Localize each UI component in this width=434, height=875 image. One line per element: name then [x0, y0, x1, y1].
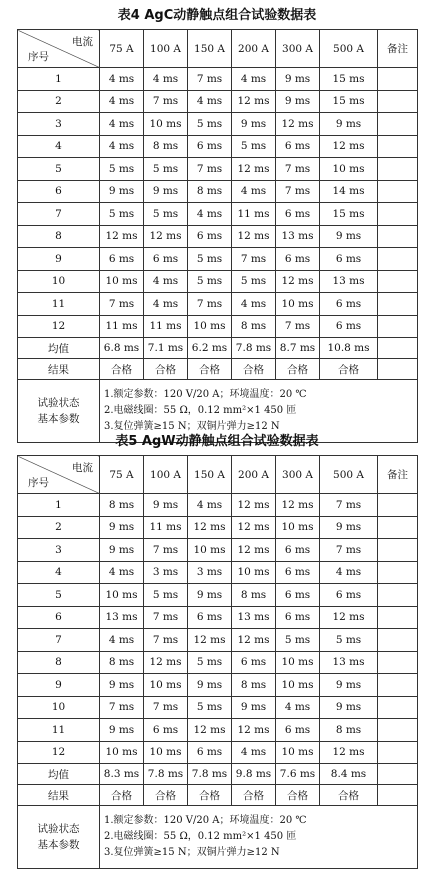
- data-cell: 9 ms: [320, 696, 378, 719]
- data-cell: 6 ms: [188, 741, 232, 764]
- data-cell: 4 ms: [100, 113, 144, 136]
- row-label: 12: [18, 315, 100, 338]
- data-cell: 10 ms: [100, 270, 144, 293]
- table-row: [18, 248, 418, 271]
- data-cell: 9 ms: [100, 539, 144, 562]
- data-cell: 12 ms: [232, 225, 276, 248]
- data-cell: 6 ms: [232, 651, 276, 674]
- data-cell: 6 ms: [276, 539, 320, 562]
- data-cell: 5 ms: [100, 203, 144, 226]
- data-cell: 5 ms: [188, 651, 232, 674]
- data-cell: 15 ms: [320, 203, 378, 226]
- data-cell: 12 ms: [320, 741, 378, 764]
- data-cell: 15 ms: [320, 68, 378, 91]
- data-cell: 6 ms: [320, 293, 378, 316]
- data-cell: 3 ms: [188, 561, 232, 584]
- row-label: 11: [18, 719, 100, 742]
- data-cell: 7.8 ms: [188, 764, 232, 785]
- test-state-label: [18, 806, 100, 869]
- corner-cell: [18, 456, 100, 494]
- data-cell: [378, 584, 418, 607]
- data-cell: 4 ms: [144, 293, 188, 316]
- data-cell: 7.1 ms: [144, 338, 188, 359]
- data-cell: 3 ms: [144, 561, 188, 584]
- data-cell: 12 ms: [232, 539, 276, 562]
- data-cell: 4 ms: [100, 90, 144, 113]
- data-cell: 5 ms: [144, 203, 188, 226]
- data-cell: 10 ms: [276, 293, 320, 316]
- column-header: 75 A: [100, 456, 144, 494]
- column-header: 500 A: [320, 456, 378, 494]
- data-cell: 9 ms: [276, 68, 320, 91]
- data-cell: 4 ms: [100, 561, 144, 584]
- data-cell: 12 ms: [232, 494, 276, 517]
- data-cell: 5 ms: [188, 248, 232, 271]
- data-cell: 7 ms: [320, 494, 378, 517]
- data-cell: 6.8 ms: [100, 338, 144, 359]
- data-cell: 9 ms: [320, 516, 378, 539]
- data-cell: 6 ms: [276, 135, 320, 158]
- data-cell: 6 ms: [144, 248, 188, 271]
- table-row: [18, 561, 418, 584]
- data-cell: [378, 651, 418, 674]
- state-label-line: 基本参数: [37, 413, 80, 425]
- parameter-line: 1.额定参数：120 V/20 A；环境温度：20 ℃: [104, 815, 307, 826]
- data-cell: 合格: [232, 785, 276, 806]
- row-label: 8: [18, 651, 100, 674]
- data-cell: 5 ms: [144, 158, 188, 181]
- table-row: [18, 629, 418, 652]
- data-cell: 4 ms: [100, 68, 144, 91]
- table4-caption: 表4 AgC动静触点组合试验数据表: [117, 8, 317, 23]
- data-cell: 5 ms: [188, 696, 232, 719]
- data-cell: 10 ms: [276, 674, 320, 697]
- data-cell: 7 ms: [320, 539, 378, 562]
- data-cell: 14 ms: [320, 180, 378, 203]
- row-label: 结果: [18, 359, 100, 380]
- data-cell: 13 ms: [232, 606, 276, 629]
- data-cell: 9 ms: [276, 90, 320, 113]
- data-cell: 5 ms: [276, 629, 320, 652]
- data-cell: [378, 248, 418, 271]
- data-cell: [378, 113, 418, 136]
- table-row: [18, 359, 418, 380]
- column-header: 200 A: [232, 30, 276, 68]
- data-cell: [378, 225, 418, 248]
- data-cell: 8 ms: [144, 135, 188, 158]
- data-cell: 10 ms: [144, 113, 188, 136]
- data-cell: 10 ms: [276, 516, 320, 539]
- data-cell: 12 ms: [320, 135, 378, 158]
- data-cell: [378, 315, 418, 338]
- column-header: 150 A: [188, 456, 232, 494]
- column-header: 100 A: [144, 456, 188, 494]
- test-parameters: [100, 806, 418, 869]
- data-cell: 10 ms: [188, 315, 232, 338]
- column-header: 300 A: [276, 30, 320, 68]
- row-label: 9: [18, 248, 100, 271]
- data-cell: 7 ms: [144, 539, 188, 562]
- row-label: 5: [18, 158, 100, 181]
- data-cell: 10 ms: [276, 741, 320, 764]
- row-label: 10: [18, 270, 100, 293]
- data-cell: 4 ms: [188, 203, 232, 226]
- column-header: 300 A: [276, 456, 320, 494]
- data-cell: 7.8 ms: [144, 764, 188, 785]
- row-label: 5: [18, 584, 100, 607]
- data-cell: 4 ms: [320, 561, 378, 584]
- data-cell: 9 ms: [100, 719, 144, 742]
- table-row: [18, 785, 418, 806]
- data-cell: 9 ms: [144, 180, 188, 203]
- data-cell: 11 ms: [100, 315, 144, 338]
- data-cell: 8 ms: [320, 719, 378, 742]
- row-label: 4: [18, 561, 100, 584]
- data-cell: 6.2 ms: [188, 338, 232, 359]
- data-cell: 9 ms: [100, 516, 144, 539]
- data-cell: 8 ms: [232, 584, 276, 607]
- data-cell: [378, 606, 418, 629]
- data-cell: 8 ms: [100, 651, 144, 674]
- data-cell: 4 ms: [144, 270, 188, 293]
- row-label: 1: [18, 494, 100, 517]
- row-label: 结果: [18, 785, 100, 806]
- data-cell: 5 ms: [188, 113, 232, 136]
- data-cell: 8 ms: [188, 180, 232, 203]
- data-cell: [378, 741, 418, 764]
- data-cell: 6 ms: [276, 561, 320, 584]
- data-cell: [378, 135, 418, 158]
- corner-label-index: 序号: [28, 51, 49, 63]
- data-cell: 12 ms: [188, 719, 232, 742]
- data-cell: 10 ms: [276, 651, 320, 674]
- data-cell: 8 ms: [232, 674, 276, 697]
- data-cell: 11 ms: [144, 516, 188, 539]
- parameter-line: 3.复位弹簧≥15 N；双铜片弹力≥12 N: [104, 421, 280, 432]
- data-cell: [378, 696, 418, 719]
- data-cell: [378, 203, 418, 226]
- row-label: 1: [18, 68, 100, 91]
- data-cell: 4 ms: [188, 494, 232, 517]
- row-label: 均值: [18, 338, 100, 359]
- data-cell: [378, 494, 418, 517]
- data-cell: 9 ms: [320, 674, 378, 697]
- data-cell: 6 ms: [276, 203, 320, 226]
- table-row: [18, 180, 418, 203]
- row-label: 7: [18, 203, 100, 226]
- data-cell: 6 ms: [144, 719, 188, 742]
- table-row: [18, 293, 418, 316]
- data-cell: 合格: [320, 785, 378, 806]
- data-cell: [378, 516, 418, 539]
- data-cell: 5 ms: [144, 584, 188, 607]
- table-row: [18, 68, 418, 91]
- data-cell: 6 ms: [276, 584, 320, 607]
- data-cell: 7 ms: [188, 68, 232, 91]
- data-cell: 12 ms: [276, 494, 320, 517]
- data-cell: 12 ms: [144, 225, 188, 248]
- table-row: [18, 539, 418, 562]
- data-cell: 9 ms: [320, 225, 378, 248]
- data-cell: 12 ms: [276, 270, 320, 293]
- column-header: 75 A: [100, 30, 144, 68]
- corner-label-current: 电流: [72, 462, 93, 474]
- data-cell: 9 ms: [188, 584, 232, 607]
- header-row: [18, 456, 418, 494]
- data-cell: 7 ms: [188, 158, 232, 181]
- column-header: 500 A: [320, 30, 378, 68]
- table-row: [18, 696, 418, 719]
- data-cell: [378, 359, 418, 380]
- data-cell: 6 ms: [188, 225, 232, 248]
- data-cell: 合格: [232, 359, 276, 380]
- row-label: 3: [18, 539, 100, 562]
- data-cell: 8 ms: [100, 494, 144, 517]
- row-label: 7: [18, 629, 100, 652]
- corner-label-current: 电流: [72, 36, 93, 48]
- data-cell: 10 ms: [100, 584, 144, 607]
- data-cell: 4 ms: [144, 68, 188, 91]
- table-row: [18, 764, 418, 785]
- table-row: [18, 135, 418, 158]
- table-row: [18, 203, 418, 226]
- parameter-line: 2.电磁线圈：55 Ω，0.12 mm²×1 450 匝: [104, 405, 297, 416]
- data-cell: 6 ms: [276, 719, 320, 742]
- row-label: 均值: [18, 764, 100, 785]
- data-cell: 7 ms: [100, 293, 144, 316]
- data-cell: 合格: [276, 785, 320, 806]
- data-cell: 4 ms: [232, 68, 276, 91]
- data-cell: [378, 629, 418, 652]
- row-label: 4: [18, 135, 100, 158]
- header-row: [18, 30, 418, 68]
- table-row: [18, 90, 418, 113]
- data-cell: [378, 674, 418, 697]
- data-cell: 10 ms: [144, 674, 188, 697]
- corner-cell: [18, 30, 100, 68]
- table-row: [18, 606, 418, 629]
- data-cell: 10 ms: [320, 158, 378, 181]
- table-row: [18, 270, 418, 293]
- data-cell: 合格: [276, 359, 320, 380]
- row-label: 3: [18, 113, 100, 136]
- data-cell: 4 ms: [232, 741, 276, 764]
- data-cell: 7 ms: [144, 606, 188, 629]
- table-row: [18, 338, 418, 359]
- data-cell: 12 ms: [320, 606, 378, 629]
- table-row: [18, 651, 418, 674]
- data-cell: [378, 719, 418, 742]
- table-row: [18, 494, 418, 517]
- data-cell: 8.3 ms: [100, 764, 144, 785]
- data-cell: 10.8 ms: [320, 338, 378, 359]
- data-cell: 7 ms: [232, 248, 276, 271]
- data-cell: 9 ms: [144, 494, 188, 517]
- data-cell: 7 ms: [276, 315, 320, 338]
- data-cell: 合格: [188, 785, 232, 806]
- row-label: 10: [18, 696, 100, 719]
- data-cell: [378, 270, 418, 293]
- data-cell: [378, 561, 418, 584]
- data-cell: 4 ms: [100, 629, 144, 652]
- data-cell: 12 ms: [144, 651, 188, 674]
- data-cell: 4 ms: [100, 135, 144, 158]
- data-cell: 9 ms: [188, 674, 232, 697]
- data-cell: 7 ms: [276, 158, 320, 181]
- table5-caption: 表5 AgW动静触点组合试验数据表: [115, 434, 319, 449]
- data-cell: [378, 764, 418, 785]
- data-cell: 4 ms: [276, 696, 320, 719]
- row-label: 12: [18, 741, 100, 764]
- data-cell: 4 ms: [232, 180, 276, 203]
- data-cell: 5 ms: [232, 270, 276, 293]
- data-cell: [378, 785, 418, 806]
- data-cell: 7 ms: [100, 696, 144, 719]
- data-cell: [378, 68, 418, 91]
- table-row: [18, 516, 418, 539]
- data-cell: 9 ms: [320, 113, 378, 136]
- data-cell: 6 ms: [100, 248, 144, 271]
- data-cell: 合格: [188, 359, 232, 380]
- state-label-line: 试验状态: [37, 397, 80, 409]
- data-cell: 12 ms: [232, 158, 276, 181]
- data-cell: 6 ms: [320, 315, 378, 338]
- data-cell: 12 ms: [100, 225, 144, 248]
- data-cell: 5 ms: [232, 135, 276, 158]
- data-cell: 7 ms: [276, 180, 320, 203]
- table-row: [18, 719, 418, 742]
- data-cell: 5 ms: [100, 158, 144, 181]
- data-cell: 合格: [100, 785, 144, 806]
- column-header: 100 A: [144, 30, 188, 68]
- data-cell: [378, 293, 418, 316]
- data-cell: 5 ms: [188, 270, 232, 293]
- data-cell: 8 ms: [232, 315, 276, 338]
- parameter-line: 2.电磁线圈：55 Ω，0.12 mm²×1 450 匝: [104, 831, 297, 842]
- column-header: 150 A: [188, 30, 232, 68]
- data-cell: 9 ms: [232, 696, 276, 719]
- data-cell: 10 ms: [144, 741, 188, 764]
- data-cell: 13 ms: [320, 651, 378, 674]
- data-cell: 11 ms: [232, 203, 276, 226]
- data-cell: [378, 539, 418, 562]
- data-cell: 合格: [144, 785, 188, 806]
- data-cell: 7 ms: [144, 629, 188, 652]
- data-cell: 6 ms: [276, 248, 320, 271]
- data-cell: 12 ms: [232, 629, 276, 652]
- data-cell: [378, 90, 418, 113]
- data-cell: 合格: [320, 359, 378, 380]
- data-cell: 13 ms: [320, 270, 378, 293]
- state-label-line: 基本参数: [37, 839, 80, 851]
- table-row: [18, 158, 418, 181]
- column-header: 备注: [378, 30, 418, 68]
- row-label: 8: [18, 225, 100, 248]
- data-cell: 6 ms: [320, 584, 378, 607]
- data-cell: 12 ms: [232, 516, 276, 539]
- data-cell: 9 ms: [100, 674, 144, 697]
- row-label: 9: [18, 674, 100, 697]
- row-label: 6: [18, 606, 100, 629]
- data-cell: 9 ms: [232, 113, 276, 136]
- column-header: 备注: [378, 456, 418, 494]
- notes-row: [18, 806, 418, 869]
- data-cell: 13 ms: [100, 606, 144, 629]
- data-cell: 9.8 ms: [232, 764, 276, 785]
- data-cell: 10 ms: [100, 741, 144, 764]
- row-label: 2: [18, 516, 100, 539]
- table-row: [18, 315, 418, 338]
- row-label: 6: [18, 180, 100, 203]
- data-cell: [378, 158, 418, 181]
- column-header: 200 A: [232, 456, 276, 494]
- data-cell: 合格: [144, 359, 188, 380]
- data-cell: 4 ms: [188, 90, 232, 113]
- table-row: [18, 741, 418, 764]
- data-cell: 12 ms: [232, 90, 276, 113]
- data-cell: [378, 180, 418, 203]
- data-cell: 12 ms: [276, 113, 320, 136]
- data-cell: 8.4 ms: [320, 764, 378, 785]
- data-cell: 7.8 ms: [232, 338, 276, 359]
- data-cell: 7.6 ms: [276, 764, 320, 785]
- data-cell: 12 ms: [188, 629, 232, 652]
- data-cell: [378, 338, 418, 359]
- data-cell: 6 ms: [188, 135, 232, 158]
- parameter-line: 1.额定参数：120 V/20 A；环境温度：20 ℃: [104, 389, 307, 400]
- data-cell: 11 ms: [144, 315, 188, 338]
- data-cell: 9 ms: [100, 180, 144, 203]
- row-label: 2: [18, 90, 100, 113]
- table5: [17, 455, 418, 869]
- data-cell: 5 ms: [320, 629, 378, 652]
- table-row: [18, 584, 418, 607]
- data-cell: 合格: [100, 359, 144, 380]
- table-row: [18, 113, 418, 136]
- state-label-line: 试验状态: [37, 823, 80, 835]
- data-cell: 6 ms: [320, 248, 378, 271]
- data-cell: 8.7 ms: [276, 338, 320, 359]
- data-cell: 7 ms: [144, 696, 188, 719]
- data-cell: 6 ms: [276, 606, 320, 629]
- data-cell: 10 ms: [232, 561, 276, 584]
- data-cell: 15 ms: [320, 90, 378, 113]
- corner-label-index: 序号: [28, 477, 49, 489]
- data-cell: 4 ms: [232, 293, 276, 316]
- data-cell: 13 ms: [276, 225, 320, 248]
- row-label: 11: [18, 293, 100, 316]
- data-cell: 12 ms: [188, 516, 232, 539]
- table4: [17, 29, 418, 443]
- data-cell: 7 ms: [144, 90, 188, 113]
- data-cell: 12 ms: [232, 719, 276, 742]
- data-cell: 10 ms: [188, 539, 232, 562]
- table-row: [18, 674, 418, 697]
- data-cell: 6 ms: [188, 606, 232, 629]
- data-cell: 7 ms: [188, 293, 232, 316]
- parameter-line: 3.复位弹簧≥15 N；双铜片弹力≥12 N: [104, 847, 280, 858]
- table-row: [18, 225, 418, 248]
